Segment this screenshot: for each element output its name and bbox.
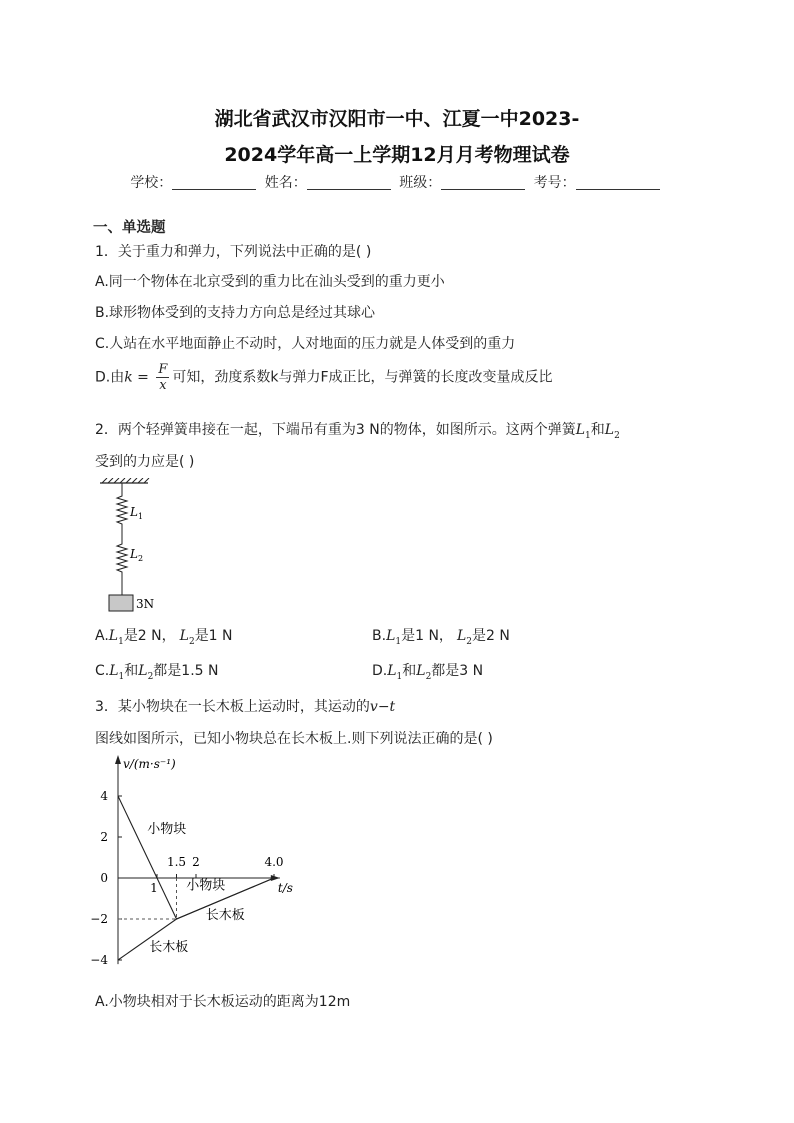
q2-d-and: 和 bbox=[402, 663, 417, 679]
q2-d-l2-sub: 2 bbox=[425, 671, 432, 682]
q2-c-l1-sub: 1 bbox=[118, 671, 125, 682]
q2-a-l1-sub: 1 bbox=[118, 636, 124, 647]
y-tick-label: 4 bbox=[100, 789, 108, 803]
q1-d-k: k bbox=[124, 369, 133, 386]
name-blank[interactable] bbox=[307, 175, 391, 190]
q3-stem-text: 3．某小物块在一长木板上运动时，其运动的 bbox=[95, 699, 370, 715]
curve-annotation: 小物块 bbox=[186, 878, 226, 894]
q2-b-l1-sub: 1 bbox=[395, 636, 402, 647]
q2-stem-line-1 bbox=[95, 419, 620, 441]
q2-b-text2: 是2 N bbox=[471, 628, 510, 644]
q2-option-a[interactable] bbox=[95, 625, 233, 647]
q1-d-suffix: 可知，劲度系数k与弹力F成正比，与弹簧的长度改变量成反比 bbox=[172, 369, 553, 386]
school-label: 学校： bbox=[130, 175, 173, 191]
q1-d-prefix: D.由 bbox=[95, 369, 125, 386]
q2-c-prefix: C. bbox=[95, 663, 110, 679]
title-line-2: 2024学年高一上学期12月月考物理试卷 bbox=[224, 144, 570, 166]
q2-and: 和 bbox=[590, 422, 605, 438]
title-line-1: 湖北省武汉市汉阳市一中、江夏一中2023- bbox=[214, 108, 580, 130]
q2-c-l1: L bbox=[109, 663, 119, 679]
q2-b-prefix: B. bbox=[372, 628, 387, 644]
q2-c-and: 和 bbox=[124, 663, 139, 679]
q2-d-l1: L bbox=[387, 663, 397, 679]
q2-option-c[interactable] bbox=[95, 660, 218, 682]
x-tick-label: 4.0 bbox=[264, 855, 284, 869]
q2-option-b[interactable] bbox=[372, 625, 510, 647]
q3-vt-symbol: v−t bbox=[369, 699, 396, 715]
y-axis-label: v/(m·s⁻¹) bbox=[123, 757, 176, 771]
ceiling-hatch bbox=[102, 478, 149, 483]
school-blank[interactable] bbox=[172, 175, 256, 190]
q2-a-text2: 是1 N bbox=[194, 628, 233, 644]
spring-l1 bbox=[117, 483, 127, 536]
q2-a-prefix: A. bbox=[95, 628, 109, 644]
q1-stem: 1．关于重力和弹力，下列说法中正确的是( ) bbox=[95, 244, 372, 260]
x-tick-label: 1.5 bbox=[166, 855, 187, 869]
exam-no-label: 考号： bbox=[533, 175, 576, 191]
q2-option-d[interactable] bbox=[372, 660, 483, 682]
q2-l1-sub: 1 bbox=[585, 430, 591, 441]
spring-l2 bbox=[117, 536, 127, 595]
vt-chart bbox=[85, 752, 315, 972]
name-label: 姓名： bbox=[264, 175, 307, 191]
y-axis-arrow bbox=[115, 755, 121, 764]
q2-l2-sub: 2 bbox=[614, 430, 620, 441]
exam-no-blank[interactable] bbox=[576, 175, 660, 190]
curve-annotation: 长木板 bbox=[205, 908, 245, 923]
student-info-row bbox=[0, 172, 794, 192]
y-tick-label: −4 bbox=[90, 953, 108, 967]
curve-annotation: 小物块 bbox=[147, 821, 187, 837]
q2-b-l1: L bbox=[386, 628, 396, 644]
q2-d-text: 都是3 N bbox=[431, 663, 484, 679]
q1-option-c[interactable]: C.人站在水平地面静止不动时，人对地面的压力就是人体受到的重力 bbox=[95, 336, 516, 352]
x-tick-label: 1 bbox=[150, 881, 158, 895]
q2-b-l2: L bbox=[456, 628, 467, 644]
q2-b-l2-sub: 2 bbox=[466, 636, 472, 647]
q1-option-d[interactable] bbox=[95, 362, 553, 393]
q2-c-text: 都是1.5 N bbox=[153, 663, 219, 679]
y-tick-label: −2 bbox=[90, 912, 108, 926]
spring-diagram bbox=[90, 478, 170, 613]
q2-stem-text: 2．两个轻弹簧串接在一起，下端吊有重为3 N的物体，如图所示。这两个弹簧 bbox=[95, 422, 576, 438]
fig-l2-label: $L_2$ bbox=[130, 547, 144, 563]
q2-l2-symbol: L bbox=[604, 422, 615, 438]
q1-option-b[interactable]: B.球形物体受到的支持力方向总是经过其球心 bbox=[95, 305, 376, 321]
q1-option-a[interactable]: A.同一个物体在北京受到的重力比在汕头受到的重力更小 bbox=[95, 274, 445, 290]
weight-block bbox=[109, 595, 133, 611]
q2-b-text1: 是1 N， bbox=[401, 628, 453, 644]
q3-option-a[interactable]: A.小物块相对于长木板运动的距离为12m bbox=[95, 994, 351, 1010]
q2-a-l2-sub: 2 bbox=[188, 636, 195, 647]
class-blank[interactable] bbox=[441, 175, 525, 190]
q2-c-l2: L bbox=[138, 663, 148, 679]
q3-stem-line-2: 图线如图所示，已知小物块总在长木板上.则下列说法正确的是( ) bbox=[95, 731, 493, 747]
section-heading: 一、单选题 bbox=[93, 220, 166, 236]
q2-l1-symbol: L bbox=[575, 422, 586, 438]
q2-d-l1-sub: 1 bbox=[396, 671, 403, 682]
fraction-numerator: F bbox=[158, 362, 168, 377]
q2-a-text1: 是2 N， bbox=[123, 628, 176, 644]
fig-weight-label: 3N bbox=[136, 597, 155, 611]
q2-d-l2: L bbox=[416, 663, 426, 679]
q1-d-eq: = bbox=[132, 369, 154, 386]
q2-a-l2: L bbox=[179, 628, 189, 644]
q2-c-l2-sub: 2 bbox=[147, 671, 154, 682]
q2-a-l1: L bbox=[108, 628, 119, 644]
class-label: 班级： bbox=[399, 175, 442, 191]
fraction-denominator: x bbox=[159, 378, 167, 393]
x-axis-label: t/s bbox=[277, 881, 293, 895]
y-tick-label: 0 bbox=[100, 871, 108, 885]
q3-stem-line-1 bbox=[95, 696, 395, 716]
q2-d-prefix: D. bbox=[372, 663, 388, 679]
fig-l1-label: $L_1$ bbox=[130, 505, 144, 521]
y-tick-label: 2 bbox=[100, 830, 108, 844]
q2-stem-line-2: 受到的力应是( ) bbox=[95, 454, 195, 470]
x-tick-label: 2 bbox=[192, 855, 200, 869]
q1-d-fraction bbox=[156, 362, 169, 393]
curve-annotation: 长木板 bbox=[149, 939, 189, 955]
